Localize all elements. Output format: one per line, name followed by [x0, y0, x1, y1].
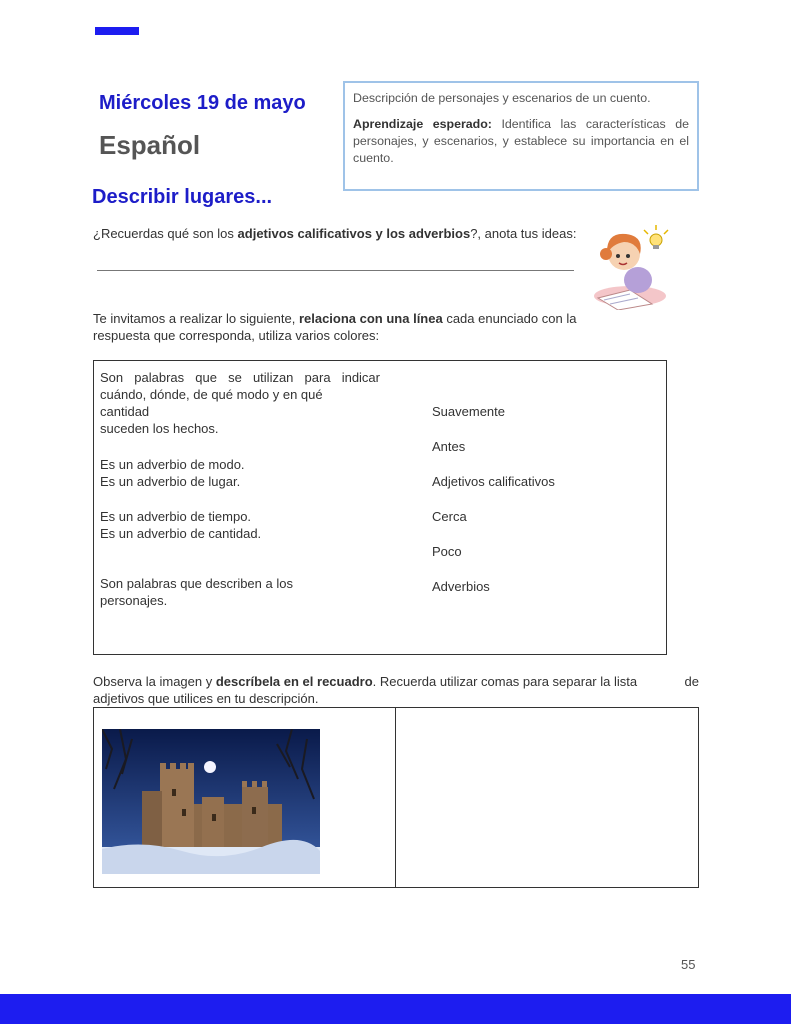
- subject-title: Español: [99, 130, 201, 160]
- section-title: Describir lugares...: [92, 186, 273, 208]
- answer-cerca[interactable]: Cerca: [432, 509, 467, 524]
- q3-text-line2: adjetivos que utilices en tu descripción.: [93, 691, 319, 706]
- q3-text-tail: de: [684, 674, 699, 689]
- answer-antes[interactable]: Antes: [432, 439, 466, 454]
- statement-3[interactable]: Es un adverbio de lugar.: [100, 474, 241, 489]
- top-accent-bar: [95, 27, 139, 35]
- q1-text-pre: ¿Recuerdas qué son los: [93, 226, 238, 241]
- learning-label: Aprendizaje esperado:: [353, 117, 492, 131]
- matching-box: [93, 360, 667, 655]
- table-divider: [395, 708, 396, 887]
- learning-info-box: [343, 81, 699, 191]
- statement-1[interactable]: Son palabras que se utilizan para indicar cuándo, dónde, de qué modo y en qué: [100, 370, 380, 402]
- statement-2[interactable]: Es un adverbio de modo.: [100, 457, 245, 472]
- q3-text-pre: Observa la imagen y: [93, 674, 216, 689]
- question-2: [93, 310, 579, 344]
- castle-photo: [102, 729, 320, 874]
- q2-text-post: cada enunciado con la respuesta que corresponda, utiliza varios colores:: [93, 311, 577, 343]
- statement-1-end: suceden los hechos.: [100, 421, 219, 436]
- page-date: Miércoles 19 de mayo: [99, 92, 306, 114]
- image-description-table: [93, 707, 699, 888]
- q1-text-bold: adjetivos calificativos y los adverbios: [237, 226, 471, 241]
- q1-text-post: ?, anota tus ideas:: [470, 226, 577, 241]
- statement-1-cantidad: cantidad: [100, 404, 150, 419]
- answer-line[interactable]: [97, 270, 574, 271]
- bottom-accent-bar: [0, 994, 791, 1024]
- answer-adjetivos[interactable]: Adjetivos calificativos: [432, 474, 555, 489]
- info-description: Descripción de personajes y escenarios de un cuento.: [353, 91, 651, 105]
- answer-adverbios[interactable]: Adverbios: [432, 579, 490, 594]
- q2-text-bold: relaciona con una línea: [298, 311, 443, 326]
- question-3: [93, 673, 699, 707]
- q2-text-pre: Te invitamos a realizar lo siguiente,: [93, 311, 299, 326]
- learning-text: Identifica las características de personajes, y escenarios, y establece su importancia en el cuento.: [353, 117, 689, 165]
- statement-6[interactable]: Son palabras que describen a los personajes.: [100, 576, 293, 608]
- answer-suavemente[interactable]: Suavemente: [432, 404, 505, 419]
- info-learning: [353, 116, 689, 167]
- statement-4[interactable]: Es un adverbio de tiempo.: [100, 509, 252, 524]
- statement-5[interactable]: Es un adverbio de cantidad.: [100, 526, 262, 541]
- page-number: 55: [681, 957, 696, 972]
- q3-text-bold: descríbela en el recuadro: [215, 674, 373, 689]
- girl-writing-illustration: [590, 224, 674, 310]
- answer-poco[interactable]: Poco: [432, 544, 462, 559]
- q3-text-post: . Recuerda utilizar comas para separar la lista: [372, 674, 638, 689]
- question-1: [93, 225, 577, 242]
